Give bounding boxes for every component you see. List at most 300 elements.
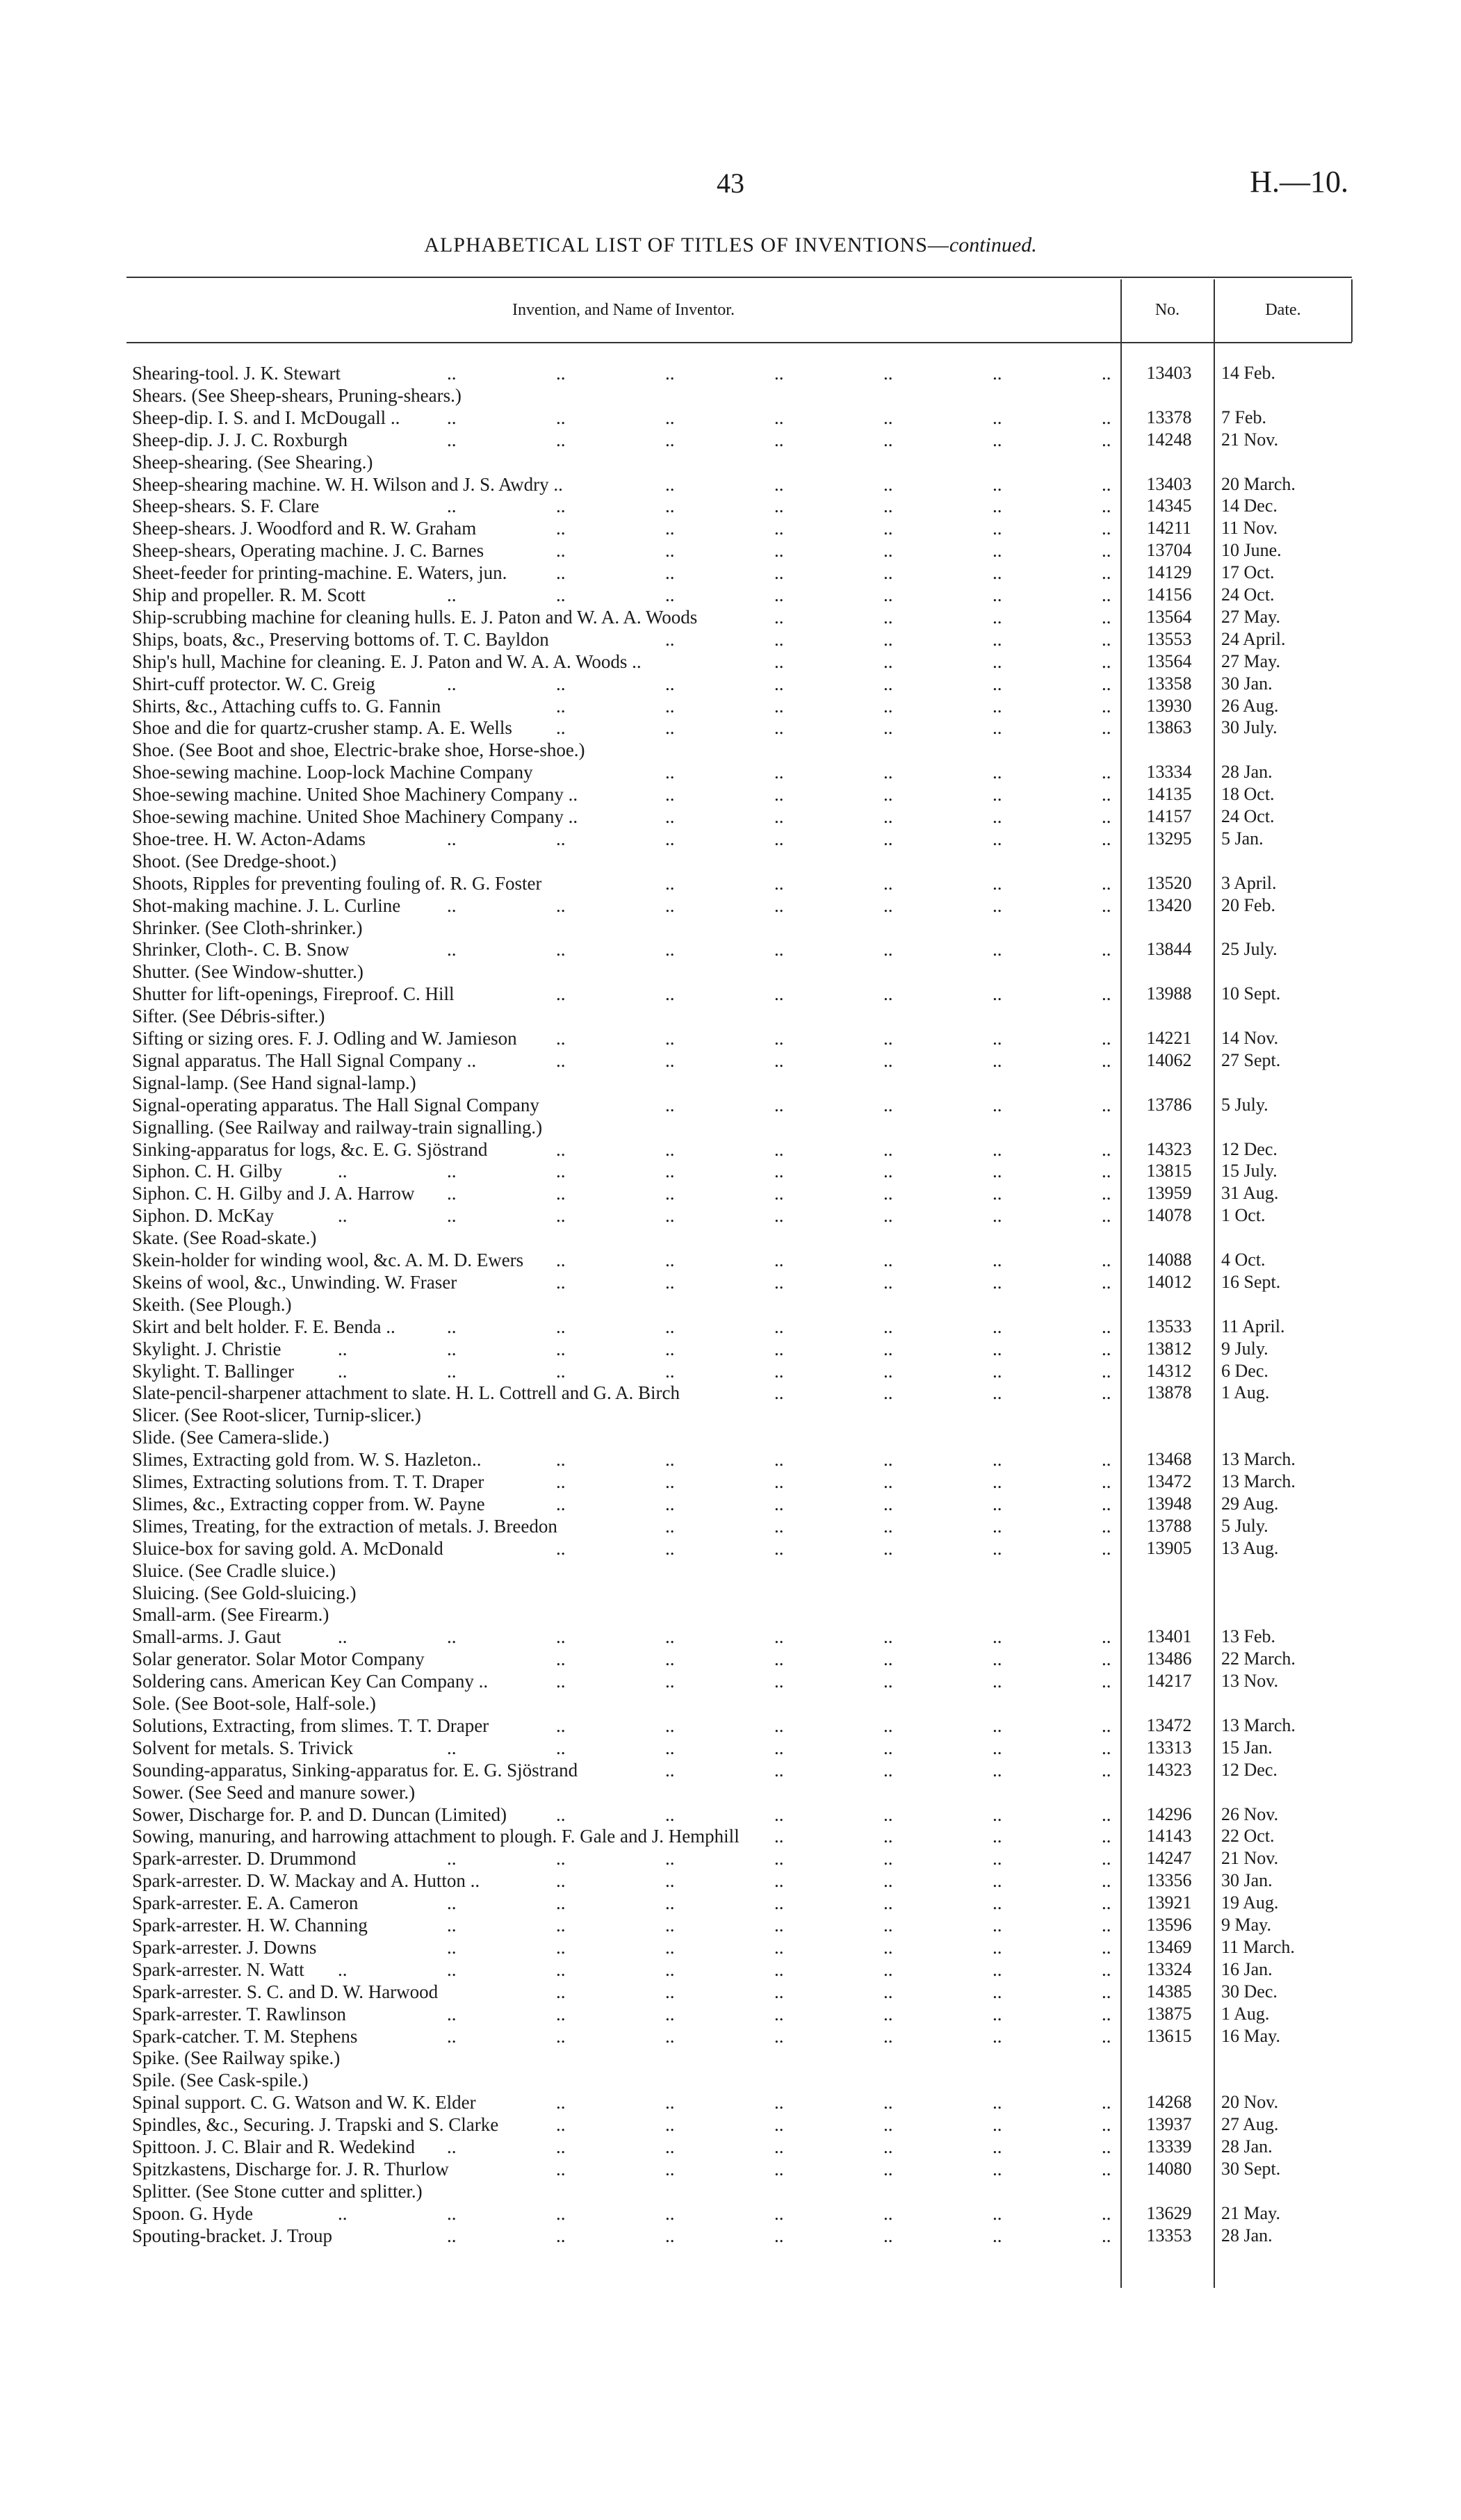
patent-date: 13 March. [1221,1471,1296,1491]
table-row [132,1116,1355,1138]
dot-leader: .. .. .. .. .. .. [556,1671,1111,1692]
invention-title: Signal-lamp. (See Hand signal-lamp.) [132,1072,416,1093]
patent-number: 14323 [1146,1759,1192,1780]
patent-date: 24 Oct. [1221,584,1275,605]
patent-date: 7 Feb. [1221,407,1266,427]
table-row [132,2047,1355,2069]
invention-title: Sluice-box for saving gold. A. McDonald [132,1537,443,1559]
patent-date: 29 Aug. [1221,1493,1279,1514]
patent-date: 16 Sept. [1221,1271,1281,1292]
invention-title: Slimes, Extracting solutions from. T. T. Draper [132,1471,484,1492]
dot-leader: .. .. .. .. .. .. .. [447,363,1111,384]
dot-leader: .. .. .. .. .. .. [556,2114,1111,2136]
invention-title: Signal-operating apparatus. The Hall Signal Company [132,1094,539,1115]
patent-date: 28 Jan. [1221,762,1273,783]
invention-title: Sheep-shearing. (See Shearing.) [132,451,373,473]
dot-leader: .. .. .. .. .. [665,1759,1111,1781]
patent-number: 13875 [1146,2003,1192,2024]
patent-number: 14296 [1146,1803,1192,1824]
dot-leader: .. .. .. .. .. .. .. [447,429,1111,450]
patent-date: 1 Oct. [1221,1205,1266,1226]
patent-number: 13553 [1146,628,1192,649]
table-row [132,562,1355,584]
table-row [132,1537,1355,1560]
dot-leader: .. .. .. .. .. .. .. .. [338,1338,1111,1359]
invention-title: Sheet-feeder for printing-machine. E. Waters, jun. [132,562,507,584]
dot-leader: .. .. .. .. .. .. .. [447,1737,1111,1758]
table-row [132,1404,1355,1426]
invention-title: Sluice. (See Cradle sluice.) [132,1560,336,1581]
patent-number: 14129 [1146,562,1192,583]
patent-number: 14268 [1146,2092,1192,2113]
table-row [132,739,1355,761]
table-row [132,651,1355,673]
patent-date: 30 July. [1221,717,1278,738]
dot-leader: .. .. .. .. .. .. .. [447,2003,1111,2024]
dot-leader: .. .. .. .. .. .. .. .. [338,2202,1111,2224]
invention-title: Shirts, &c., Attaching cuffs to. G. Fannin [132,695,441,717]
table-row [132,2225,1355,2247]
patent-date: 1 Aug. [1221,1382,1270,1403]
dot-leader: .. .. .. .. .. [665,473,1111,495]
table-row [132,2158,1355,2180]
column-header-invention: Invention, and Name of Inventor. [512,300,735,319]
dot-leader: .. .. .. .. .. [665,872,1111,894]
invention-title: Spindles, &c., Securing. J. Trapski and S. Clarke [132,2114,499,2136]
table-row [132,1759,1355,1781]
invention-title: Sower, Discharge for. P. and D. Duncan (Limited) [132,1803,507,1825]
patent-number: 14143 [1146,1826,1192,1847]
invention-title: Sheep-dip. J. J. C. Roxburgh [132,429,348,450]
table-row [132,1293,1355,1316]
dot-leader: .. .. .. .. .. .. .. .. [338,1161,1111,1182]
patent-date: 4 Oct. [1221,1250,1266,1270]
invention-title: Spark-catcher. T. M. Stephens [132,2025,358,2047]
invention-title: Solvent for metals. S. Trivick [132,1737,354,1758]
patent-date: 30 Dec. [1221,1981,1278,2002]
invention-title: Skate. (See Road-skate.) [132,1227,317,1249]
dot-leader: .. .. .. .. .. .. .. .. [338,1958,1111,1980]
patent-number: 13353 [1146,2225,1192,2245]
patent-date: 16 Jan. [1221,1958,1273,1979]
table-row [132,1936,1355,1958]
patent-date: 12 Dec. [1221,1138,1278,1159]
patent-number: 14247 [1146,1848,1192,1869]
patent-number: 13629 [1146,2202,1192,2223]
invention-title: Shoe-sewing machine. Loop-lock Machine Company [132,762,533,783]
invention-title: Small-arms. J. Gaut [132,1626,281,1648]
patent-date: 18 Oct. [1221,784,1275,805]
dot-leader: .. .. .. .. [774,651,1111,672]
dot-leader: .. .. .. .. .. .. .. .. [338,1360,1111,1382]
patent-date: 28 Jan. [1221,2225,1273,2245]
table-row [132,2091,1355,2113]
dot-leader: .. .. .. .. .. .. .. [447,1915,1111,1936]
invention-title: Sower. (See Seed and manure sower.) [132,1781,416,1803]
invention-title: Slide. (See Camera-slide.) [132,1427,329,1448]
patent-date: 27 May. [1221,606,1280,627]
dot-leader: .. .. .. .. .. .. .. [447,673,1111,694]
table-row [132,1360,1355,1382]
invention-title: Slimes, Extracting gold from. W. S. Hazleton.. [132,1449,482,1471]
patent-number: 13596 [1146,1915,1192,1935]
column-header-number: No. [1154,300,1180,319]
dot-leader: .. .. .. .. [774,1382,1111,1404]
table-row [132,451,1355,473]
patent-number: 14345 [1146,496,1192,516]
table-row [132,1094,1355,1116]
table-row [132,1316,1355,1338]
table-row [132,1204,1355,1227]
invention-title: Shrinker. (See Cloth-shrinker.) [132,917,363,938]
dot-leader: .. .. .. .. .. [665,628,1111,650]
patent-number: 14323 [1146,1138,1192,1159]
patent-number: 13988 [1146,983,1192,1004]
dot-leader: .. .. .. .. .. .. .. [447,1892,1111,1914]
table-row [132,872,1355,894]
patent-date: 26 Aug. [1221,695,1279,716]
table-row [132,960,1355,983]
patent-number: 13334 [1146,762,1192,783]
table-row [132,1670,1355,1692]
dot-leader: .. .. .. .. .. [665,1515,1111,1537]
invention-title: Spike. (See Railway spike.) [132,2047,341,2069]
dot-leader: .. .. .. .. .. .. [556,1803,1111,1825]
dot-leader: .. .. .. .. .. .. .. [447,894,1111,916]
page-number: 43 [717,167,744,199]
invention-title: Spittoon. J. C. Blair and R. Wedekind [132,2136,415,2157]
dot-leader: .. .. .. .. .. [665,1094,1111,1115]
patent-date: 19 Aug. [1221,1892,1279,1913]
invention-title: Splitter. (See Stone cutter and splitter.) [132,2180,423,2202]
dot-leader: .. .. .. .. .. .. .. .. [338,1626,1111,1648]
patent-date: 20 Feb. [1221,894,1275,915]
dot-leader: .. .. .. .. .. .. .. [447,1183,1111,1204]
patent-number: 13921 [1146,1892,1192,1913]
dot-leader: .. .. .. .. .. .. [556,518,1111,539]
dot-leader: .. .. .. .. .. .. [556,1049,1111,1071]
patent-date: 30 Jan. [1221,673,1273,694]
table-row [132,983,1355,1005]
table-row [132,1981,1355,2003]
dot-leader: .. .. .. .. .. .. [556,1250,1111,1270]
patent-number: 13905 [1146,1537,1192,1558]
patent-number: 14088 [1146,1250,1192,1270]
patent-number: 13401 [1146,1626,1192,1647]
patent-date: 17 Oct. [1221,562,1275,583]
table-row [132,1825,1355,1847]
table-row [132,673,1355,695]
patent-number: 13564 [1146,651,1192,671]
invention-title: Sifting or sizing ores. F. J. Odling and W. Jamieson [132,1028,517,1049]
patent-date: 15 July. [1221,1161,1278,1181]
invention-title: Spark-arrester. D. Drummond [132,1848,357,1869]
invention-title: Ships, boats, &c., Preserving bottoms of. T. C. Bayldon [132,628,549,650]
invention-title: Shoots, Ripples for preventing fouling of. R. G. Foster [132,872,542,894]
patent-number: 13786 [1146,1094,1192,1115]
patent-number: 14135 [1146,784,1192,805]
patent-number: 14385 [1146,1981,1192,2002]
dot-leader: .. .. .. .. .. .. [556,983,1111,1005]
invention-title: Slate-pencil-sharpener attachment to slate. H. L. Cottrell and G. A. Birch [132,1382,680,1404]
invention-title: Ship's hull, Machine for cleaning. E. J. Paton and W. A. A. Woods .. [132,651,642,672]
table-row [132,717,1355,739]
table-row [132,1914,1355,1936]
invention-title: Shoe-sewing machine. United Shoe Machinery Company .. [132,784,578,805]
invention-title: Spark-arrester. T. Rawlinson [132,2003,346,2024]
invention-title: Shoot. (See Dredge-shoot.) [132,850,336,872]
patent-date: 10 June. [1221,540,1282,561]
table-row [132,539,1355,562]
table-row [132,828,1355,850]
patent-date: 27 May. [1221,651,1280,671]
table-row [132,1892,1355,1914]
invention-title: Sheep-shears. J. Woodford and R. W. Graham [132,518,477,539]
table-row [132,1715,1355,1737]
dot-leader: .. .. .. .. .. .. .. [447,828,1111,849]
table-row [132,761,1355,783]
column-header-date: Date. [1265,300,1301,319]
patent-number: 13930 [1146,695,1192,716]
table-row [132,2180,1355,2202]
patent-number: 13468 [1146,1449,1192,1470]
invention-title: Sowing, manuring, and harrowing attachment to plough. F. Gale and J. Hemphill [132,1826,740,1847]
invention-title: Ship and propeller. R. M. Scott [132,584,366,605]
invention-title: Spark-arrester. E. A. Cameron [132,1892,359,1914]
patent-number: 13403 [1146,473,1192,494]
table-row [132,584,1355,606]
invention-title: Shears. (See Sheep-shears, Pruning-shears.) [132,384,462,406]
patent-number: 13863 [1146,717,1192,738]
dot-leader: .. .. .. .. .. .. [556,1138,1111,1160]
table-row [132,1005,1355,1027]
patent-number: 13472 [1146,1715,1192,1735]
dot-leader: .. .. .. .. .. .. .. [447,2025,1111,2047]
invention-title: Shoe. (See Boot and shoe, Electric-brake shoe, Horse-shoe.) [132,739,585,761]
invention-title: Slimes, Treating, for the extraction of metals. J. Breedon [132,1515,557,1537]
dot-leader: .. .. .. .. .. .. [556,1981,1111,2002]
patent-date: 13 March. [1221,1715,1296,1735]
invention-title: Shirt-cuff protector. W. C. Greig [132,673,375,694]
dot-leader: .. .. .. .. .. .. [556,1449,1111,1471]
dot-leader: .. .. .. .. .. .. .. .. [338,1205,1111,1227]
table-row [132,1692,1355,1715]
patent-number: 13878 [1146,1382,1192,1403]
table-row [132,1493,1355,1515]
invention-title: Shearing-tool. J. K. Stewart [132,363,341,384]
patent-date: 3 April. [1221,872,1277,893]
invention-title: Sounding-apparatus, Sinking-apparatus for. E. G. Sjöstrand [132,1759,578,1781]
patent-date: 15 Jan. [1221,1737,1273,1758]
dot-leader: .. .. .. .. .. .. [556,1493,1111,1514]
invention-title: Spouting-bracket. J. Troup [132,2225,333,2246]
patent-number: 13937 [1146,2114,1192,2135]
invention-title: Signal apparatus. The Hall Signal Company .. [132,1049,477,1071]
patent-number: 14221 [1146,1028,1192,1048]
table-row [132,1049,1355,1072]
dot-leader: .. .. .. .. [774,606,1111,628]
patent-date: 21 May. [1221,2202,1280,2223]
invention-title: Spark-arrester. J. Downs [132,1936,317,1958]
table-row [132,2202,1355,2225]
invention-title: Spark-arrester. H. W. Channing [132,1915,368,1936]
patent-number: 13378 [1146,407,1192,427]
patent-date: 31 Aug. [1221,1183,1279,1204]
invention-title: Sheep-shearing machine. W. H. Wilson and J. S. Awdry .. [132,473,563,495]
patent-date: 25 July. [1221,939,1278,960]
patent-date: 12 Dec. [1221,1759,1278,1780]
patent-number: 13520 [1146,872,1192,893]
patent-date: 14 Dec. [1221,496,1278,516]
table-row [132,938,1355,960]
table-row [132,1737,1355,1759]
dot-leader: .. .. .. .. [774,1826,1111,1847]
dot-leader: .. .. .. .. .. [665,806,1111,827]
table-row [132,1271,1355,1293]
dot-leader: .. .. .. .. .. [665,784,1111,805]
patent-date: 13 Feb. [1221,1626,1275,1647]
invention-title: Shutter. (See Window-shutter.) [132,961,364,983]
patent-date: 27 Aug. [1221,2114,1279,2135]
table-row [132,783,1355,805]
invention-title: Skeins of wool, &c., Unwinding. W. Fraser [132,1271,457,1293]
patent-date: 11 March. [1221,1936,1295,1957]
dot-leader: .. .. .. .. .. .. [556,1715,1111,1736]
dot-leader: .. .. .. .. .. .. .. [447,1936,1111,1958]
invention-title: Shutter for lift-openings, Fireproof. C. Hill [132,983,455,1005]
table-row [132,1648,1355,1670]
patent-number: 13403 [1146,363,1192,383]
table-row [132,495,1355,517]
patent-date: 26 Nov. [1221,1803,1279,1824]
table-row [132,850,1355,872]
table-row [132,1138,1355,1161]
invention-title: Spark-arrester. S. C. and D. W. Harwood [132,1981,439,2002]
patent-number: 14157 [1146,806,1192,826]
invention-title: Slimes, &c., Extracting copper from. W. Payne [132,1493,485,1514]
table-row [132,606,1355,628]
invention-title: Siphon. C. H. Gilby [132,1161,283,1182]
dot-leader: .. .. .. .. .. .. [556,1648,1111,1670]
table-row [132,1227,1355,1249]
dot-leader: .. .. .. .. .. .. .. [447,2225,1111,2246]
invention-title: Spile. (See Cask-spile.) [132,2070,309,2091]
table-row [132,1560,1355,1582]
table-row [132,1249,1355,1271]
patent-date: 24 Oct. [1221,806,1275,826]
dot-leader: .. .. .. .. .. .. [556,1870,1111,1892]
patent-date: 27 Sept. [1221,1049,1281,1070]
invention-title: Siphon. C. H. Gilby and J. A. Harrow [132,1183,415,1204]
table-row [132,1626,1355,1648]
patent-number: 13959 [1146,1183,1192,1204]
dot-leader: .. .. .. .. .. .. [556,1271,1111,1293]
table-row [132,1072,1355,1094]
patent-date: 11 April. [1221,1316,1285,1336]
invention-title: Shrinker, Cloth-. C. B. Snow [132,939,350,960]
patent-date: 5 Jan. [1221,828,1264,849]
patent-date: 16 May. [1221,2025,1280,2046]
patent-number: 14156 [1146,584,1192,605]
dot-leader: .. .. .. .. .. .. [556,2092,1111,2113]
patent-number: 13339 [1146,2136,1192,2157]
patent-date: 13 March. [1221,1449,1296,1470]
invention-title: Sole. (See Boot-sole, Half-sole.) [132,1693,376,1714]
invention-title: Slicer. (See Root-slicer, Turnip-slicer.) [132,1405,421,1426]
invention-title: Solar generator. Solar Motor Company [132,1648,425,1670]
patent-date: 9 May. [1221,1915,1271,1935]
table-row [132,1803,1355,1826]
invention-title: Shoe and die for quartz-crusher stamp. A. E. Wells [132,717,512,739]
patent-number: 13533 [1146,1316,1192,1336]
table-row [132,2113,1355,2136]
dot-leader: .. .. .. .. .. .. [556,717,1111,739]
invention-title: Shot-making machine. J. L. Curline [132,894,401,916]
patent-number: 13469 [1146,1936,1192,1957]
table-row [132,1027,1355,1049]
patent-number: 13324 [1146,1958,1192,1979]
invention-title: Sheep-shears. S. F. Clare [132,496,320,517]
patent-date: 1 Aug. [1221,2003,1270,2024]
patent-date: 5 July. [1221,1515,1268,1536]
patent-number: 13313 [1146,1737,1192,1758]
table-row [132,2003,1355,2025]
patent-number: 13615 [1146,2025,1192,2046]
patent-date: 14 Nov. [1221,1028,1279,1048]
invention-title: Skylight. T. Ballinger [132,1360,294,1382]
dot-leader: .. .. .. .. .. .. [556,540,1111,562]
patent-number: 14080 [1146,2158,1192,2179]
invention-title: Solutions, Extracting, from slimes. T. T. Draper [132,1715,489,1736]
patent-date: 13 Aug. [1221,1537,1279,1558]
patent-number: 13948 [1146,1493,1192,1514]
patent-date: 20 March. [1221,473,1296,494]
patent-date: 22 March. [1221,1648,1296,1669]
patent-date: 20 Nov. [1221,2092,1279,2113]
invention-title: Soldering cans. American Key Can Company .. [132,1671,489,1692]
table-row [132,1448,1355,1471]
table-row [132,1182,1355,1204]
dot-leader: .. .. .. .. .. .. .. [447,1848,1111,1869]
table-row [132,362,1355,384]
dot-leader: .. .. .. .. .. .. [556,1537,1111,1559]
table-row [132,1515,1355,1537]
invention-title: Ship-scrubbing machine for cleaning hulls. E. J. Paton and W. A. A. Woods [132,606,698,628]
patent-date: 11 Nov. [1221,518,1278,539]
patent-date: 21 Nov. [1221,1848,1279,1869]
table-row [132,917,1355,939]
dot-leader: .. .. .. .. .. .. .. [447,407,1111,428]
invention-title: Spinal support. C. G. Watson and W. K. Elder [132,2092,476,2113]
table-row [132,407,1355,429]
patent-date: 5 July. [1221,1094,1268,1115]
patent-number: 14211 [1146,518,1192,539]
document-reference: H.—10. [1250,165,1348,199]
dot-leader: .. .. .. .. .. .. [556,1028,1111,1049]
table-row [132,384,1355,407]
patent-date: 10 Sept. [1221,983,1281,1004]
table-row [132,473,1355,496]
dot-leader: .. .. .. .. .. .. [556,1471,1111,1492]
patent-number: 14312 [1146,1360,1192,1381]
table-row [132,429,1355,451]
table-row [132,1781,1355,1803]
invention-title: Shoe-sewing machine. United Shoe Machinery Company .. [132,806,578,827]
patent-number: 13704 [1146,540,1192,561]
table-row [132,1847,1355,1869]
patent-number: 13564 [1146,606,1192,627]
patent-number: 14012 [1146,1271,1192,1292]
